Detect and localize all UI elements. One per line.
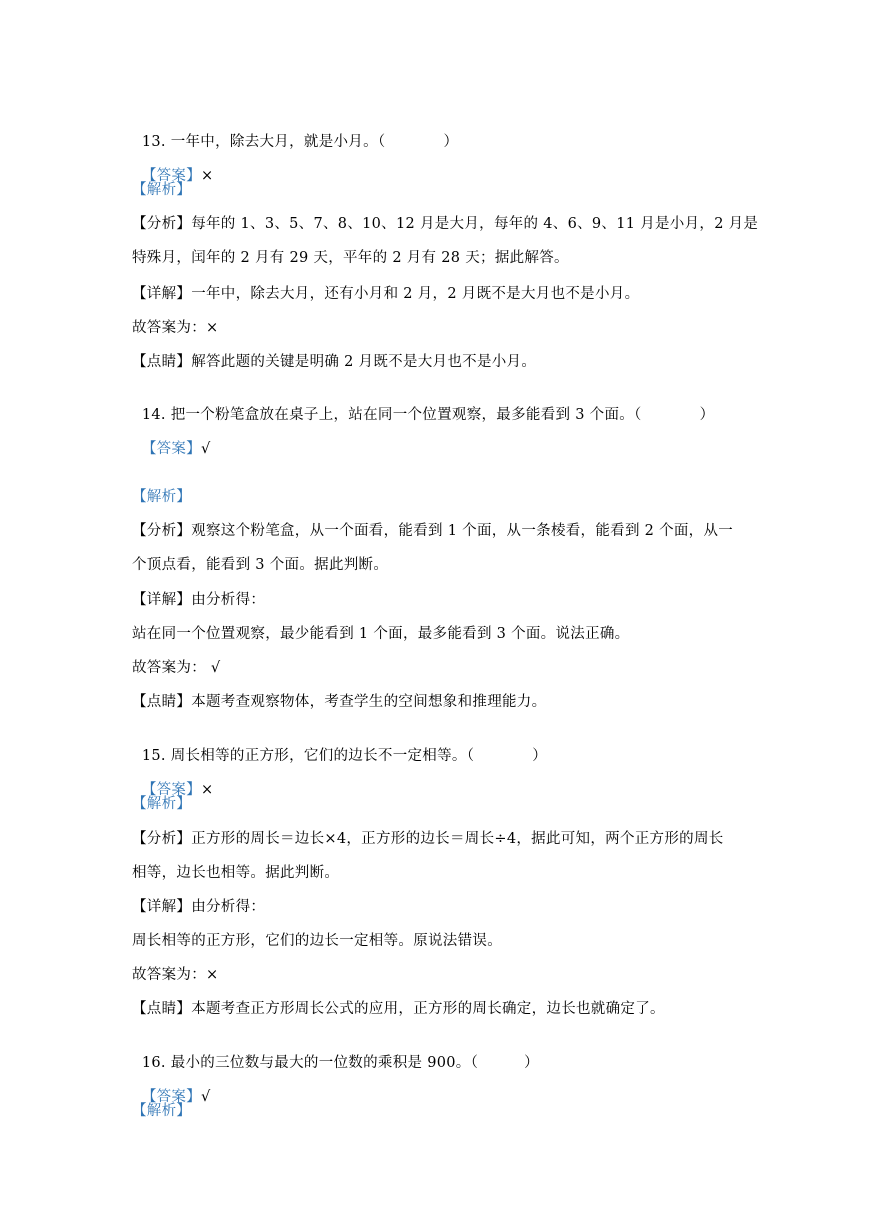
stem-close: ） xyxy=(524,1055,539,1071)
stem-close: ） xyxy=(443,134,459,150)
question-15-fenxi-line-1: 【分析】正方形的周长＝边长×4，正方形的边长＝周长÷4，据此可知，两个正方形的周长 xyxy=(132,831,724,847)
question-14-xiangjie: 【详解】由分析得： xyxy=(132,592,266,608)
question-14-answer xyxy=(132,419,211,459)
stem-text: 15. 周长相等的正方形，它们的边长不一定相等。（ xyxy=(141,748,475,764)
answer-value: × xyxy=(201,782,214,798)
stem-text: 16. 最小的三位数与最大的一位数的乘积是 900。（ xyxy=(141,1055,479,1071)
question-15-analysis-label: 【解析】 xyxy=(132,796,192,812)
answer-label: 【答案】 xyxy=(141,1089,202,1105)
question-13-dianjing: 【点睛】解答此题的关键是明确 2 月既不是大月也不是小月。 xyxy=(132,354,537,370)
answer-value: √ xyxy=(201,1089,211,1105)
question-15-xiangjie-2: 周长相等的正方形，它们的边长一定相等。原说法错误。 xyxy=(132,933,502,949)
answer-value: × xyxy=(201,168,214,184)
question-14-stem xyxy=(132,385,714,425)
question-13-final-answer: 故答案为：× xyxy=(132,320,219,336)
answer-label: 【答案】 xyxy=(141,441,202,457)
answer-label: 【答案】 xyxy=(141,168,202,184)
question-13-fenxi-line-1: 【分析】每年的 1、3、5、7、8、10、12 月是大月，每年的 4、6、9、11 月是小月，2 月是 xyxy=(132,216,759,232)
question-15-xiangjie: 【详解】由分析得： xyxy=(132,899,266,915)
question-15-dianjing: 【点睛】本题考查正方形周长公式的应用，正方形的周长确定，边长也就确定了。 xyxy=(132,1001,665,1017)
question-13-xiangjie: 【详解】一年中，除去大月，还有小月和 2 月，2 月既不是大月也不是小月。 xyxy=(132,286,640,302)
answer-value: √ xyxy=(201,441,211,457)
question-14-fenxi-line-2: 个顶点看，能看到 3 个面。据此判断。 xyxy=(132,557,389,573)
question-14-analysis-label: 【解析】 xyxy=(132,489,192,505)
question-15-fenxi-line-2: 相等，边长也相等。据此判断。 xyxy=(132,865,340,881)
stem-text: 13. 一年中，除去大月，就是小月。（ xyxy=(141,134,386,150)
question-15-final-answer: 故答案为：× xyxy=(132,967,219,983)
stem-text: 14. 把一个粉笔盒放在桌子上，站在同一个位置观察，最多能看到 3 个面。（ xyxy=(141,407,642,423)
stem-close: ） xyxy=(532,748,548,764)
question-16-analysis-label: 【解析】 xyxy=(132,1103,192,1119)
question-14-fenxi-line-1: 【分析】观察这个粉笔盒，从一个面看，能看到 1 个面，从一条棱看，能看到 2 个面，从一 xyxy=(132,523,734,539)
question-13-analysis-label: 【解析】 xyxy=(132,182,192,198)
question-14-dianjing: 【点睛】本题考查观察物体，考查学生的空间想象和推理能力。 xyxy=(132,694,547,710)
question-14-xiangjie-2: 站在同一个位置观察，最少能看到 1 个面，最多能看到 3 个面。说法正确。 xyxy=(132,626,630,642)
question-13-fenxi-line-2: 特殊月，闰年的 2 月有 29 天，平年的 2 月有 28 天；据此解答。 xyxy=(132,250,569,266)
answer-label: 【答案】 xyxy=(141,782,202,798)
question-14-final-answer: 故答案为： √ xyxy=(132,660,221,676)
stem-close: ） xyxy=(699,407,715,423)
